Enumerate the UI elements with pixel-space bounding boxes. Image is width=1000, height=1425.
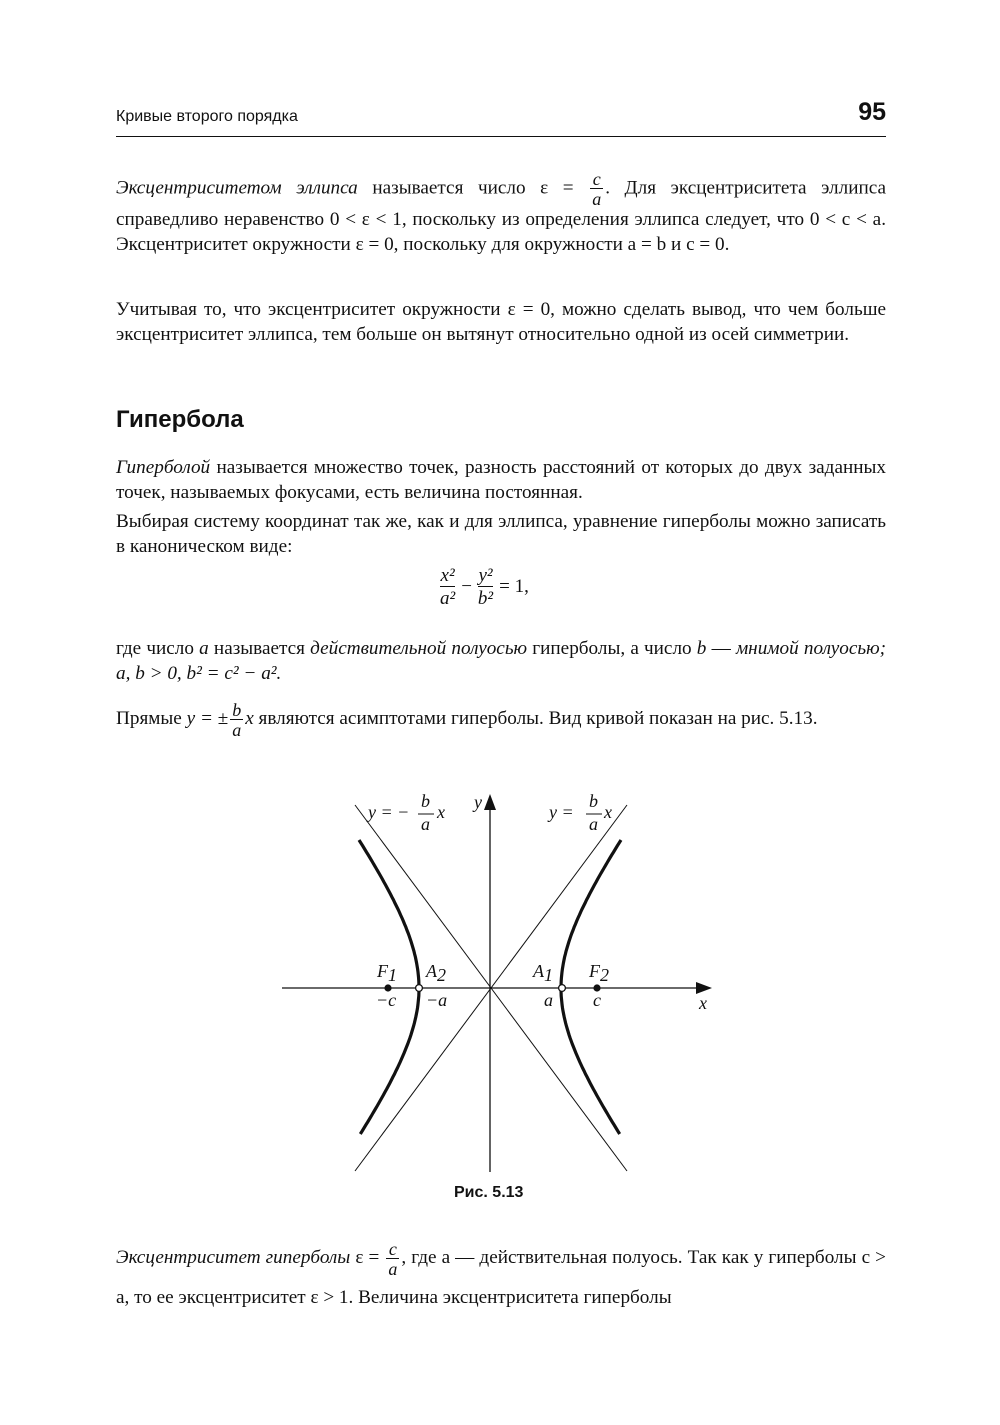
asymptote-right-num: b [589, 791, 598, 811]
asymptote-left-lhs: y = − [368, 802, 410, 822]
term-hyperbola: Гиперболой [116, 457, 211, 478]
focus-f2-label: F2 [589, 961, 609, 985]
p3-text: называется множество точек, разность расстояний от которых до двух заданных точек, называемых фокусами, есть величина постоянная. [116, 457, 886, 503]
equation-den-1: a² [440, 587, 456, 609]
term-hyperbola-eccentricity: Эксцентриситет гиперболы [116, 1247, 351, 1268]
vertex-a2-point [416, 985, 423, 992]
p5-text-5: ; a, b > 0, b² = c² − a². [116, 638, 887, 684]
fraction-denominator: a [592, 189, 602, 209]
asymptote-right-den: a [589, 814, 598, 834]
equation-rhs: = 1, [499, 576, 529, 598]
equation-num-1: x² [440, 565, 455, 586]
coord-neg-c: −c [376, 990, 397, 1010]
coord-pos-c: c [593, 990, 601, 1010]
vertex-a1-point [559, 985, 566, 992]
term-real-semi-axis: действительной полуосью [310, 638, 528, 659]
paragraph-circle-note: Учитывая то, что эксцентриситет окружности ε = 0, можно сделать вывод, что чем больше эксцентриситет эллипса, тем больше он вытянут относительно одной из осей симметрии. [116, 299, 886, 345]
fraction-numerator: c [592, 169, 601, 189]
asymptote-right-var: x [604, 802, 612, 822]
p7-text-1: ε = [350, 1247, 385, 1268]
paragraph-hyperbola-eccentricity [116, 1238, 886, 1318]
equation-minus: − [461, 576, 472, 598]
fraction-numerator: b [232, 699, 242, 720]
fraction-numerator: c [388, 1238, 397, 1259]
equation-num-2: y² [478, 565, 493, 586]
asymptote-right-lhs: y = [549, 802, 574, 822]
fraction-denominator: a [388, 1258, 398, 1279]
p6-lhs: y = ± [186, 708, 229, 729]
focus-f1-label: F1 [377, 961, 397, 985]
p5-var-a: a [199, 638, 209, 659]
asymptote-left-num: b [421, 791, 430, 811]
coord-neg-a: −a [426, 990, 448, 1010]
figure-caption: Рис. 5.13 [454, 1184, 524, 1201]
asymptote-left-den: a [421, 814, 430, 834]
p1-text-2: . Для эксцентриситета эллипса справедливо неравенство 0 < ε < 1, поскольку из определения эллипса следует, что 0 < c < a. Эксцентриситет окружности ε = 0, поскольку для окружности a = b и c = 0. [116, 177, 886, 255]
asymptote-left-var: x [437, 802, 445, 822]
p6-var-x: x [245, 708, 254, 729]
term-ellipse-eccentricity: Эксцентриситетом эллипса [116, 177, 358, 199]
paragraph-canonical-intro: Выбирая систему координат так же, как и для эллипса, уравнение гиперболы можно записать в каноническом виде: [116, 511, 886, 557]
p6-text-2: являются асимптотами гиперболы. Вид кривой показан на рис. 5.13. [253, 708, 818, 729]
p6-text-1: Прямые [116, 708, 187, 729]
vertex-a2-label: A2 [426, 961, 446, 985]
p5-text-3: гиперболы, а число [527, 638, 697, 659]
vertex-a1-label: A1 [533, 961, 553, 985]
x-axis-label: x [699, 993, 707, 1013]
hyperbola-right-branch [561, 840, 621, 1134]
coord-pos-a: a [544, 990, 553, 1010]
p5-var-b: b [696, 638, 707, 659]
y-axis-label: y [474, 792, 482, 812]
running-title: Кривые второго порядка [116, 108, 298, 125]
p5-text-2: называется [208, 638, 311, 659]
section-title: Гипербола [116, 406, 244, 433]
page-number: 95 [858, 98, 886, 126]
p5-text-1: где число [116, 638, 200, 659]
p5-text-4: — [706, 638, 736, 659]
equation-den-2: b² [477, 587, 494, 609]
p7-text-2: , где a — действительная полуось. Так как у гиперболы c > a, то ее эксцентриситет ε > 1. Величина эксцентриситета гиперболы [116, 1247, 886, 1308]
p1-text-1: называется число ε = [357, 177, 589, 199]
fraction-denominator: a [232, 719, 242, 740]
fraction-c-over-a [386, 1240, 399, 1278]
y-axis-arrow [484, 794, 496, 810]
term-imaginary-semi-axis: мнимой полуосью [735, 638, 880, 659]
